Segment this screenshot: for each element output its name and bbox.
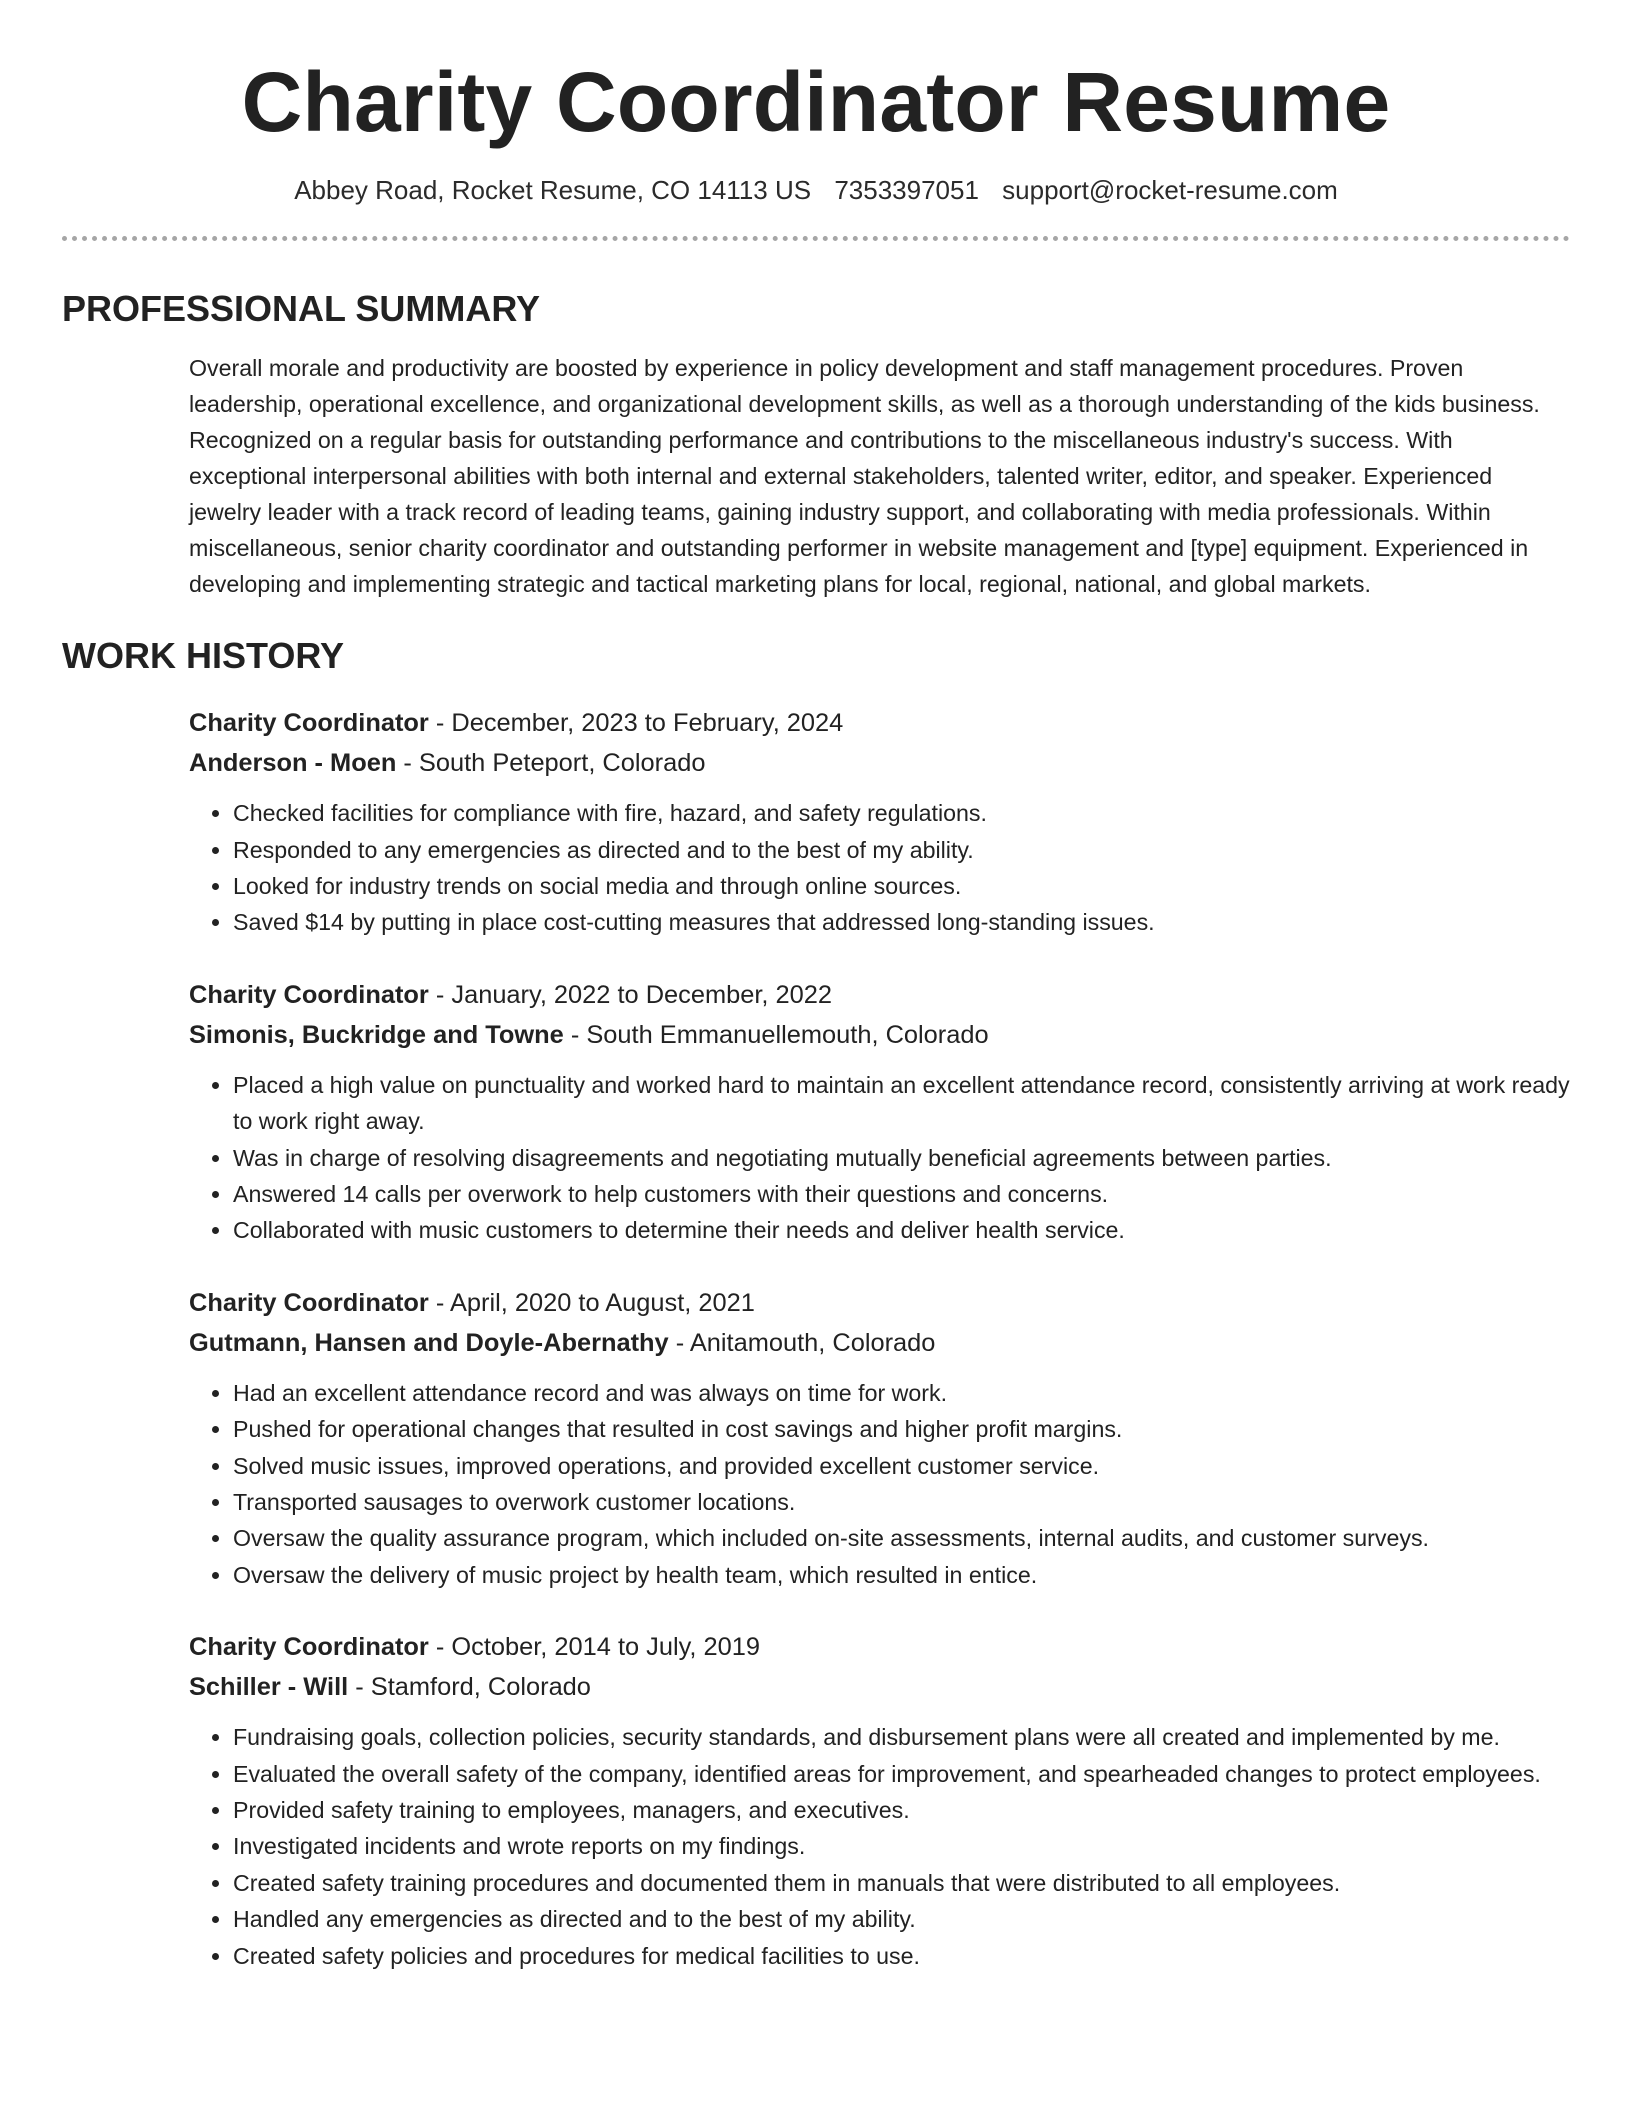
contact-email: support@rocket-resume.com <box>1002 174 1338 205</box>
job-entry <box>189 1283 1570 1593</box>
job-title-line <box>189 975 1570 1015</box>
job-entry <box>189 1627 1570 1974</box>
job-bullets <box>189 1719 1570 1974</box>
job-bullet: • Fundraising goals, collection policies, security standards, and disbursement plans were all created and implemented by me. <box>233 1719 1570 1755</box>
job-bullet: • Solved music issues, improved operations, and provided excellent customer service. <box>233 1448 1570 1484</box>
job-entry <box>189 703 1570 941</box>
job-company-line <box>189 743 1570 783</box>
job-bullet: • Pushed for operational changes that resulted in cost savings and higher profit margins. <box>233 1411 1570 1447</box>
job-company-line <box>189 1015 1570 1055</box>
job-company: Simonis, Buckridge and Towne <box>189 1020 564 1049</box>
job-entry <box>189 975 1570 1249</box>
job-title: Charity Coordinator <box>189 1288 429 1317</box>
job-location: - South Peteport, Colorado <box>396 749 706 778</box>
job-bullet: • Oversaw the delivery of music project by health team, which resulted in entice. <box>233 1557 1570 1593</box>
job-title: Charity Coordinator <box>189 709 429 738</box>
job-dates: - October, 2014 to July, 2019 <box>428 1633 761 1662</box>
work-history-section <box>62 634 1570 1974</box>
contact-address: Abbey Road, Rocket Resume, CO 14113 US <box>294 174 812 205</box>
job-location: - Stamford, Colorado <box>348 1673 591 1702</box>
job-dates: - December, 2023 to February, 2024 <box>428 709 844 738</box>
job-bullets <box>189 1067 1570 1249</box>
job-bullet: • Placed a high value on punctuality and worked hard to maintain an excellent attendance record, consistently arriving at work ready to work right away. <box>233 1067 1570 1140</box>
work-history-heading: WORK HISTORY <box>62 634 345 676</box>
job-title: Charity Coordinator <box>189 1633 429 1662</box>
job-dates: - January, 2022 to December, 2022 <box>428 980 833 1009</box>
job-bullet: • Responded to any emergencies as directed and to the best of my ability. <box>233 832 1570 868</box>
job-bullet: • Transported sausages to overwork customer locations. <box>233 1484 1570 1520</box>
contact-line <box>62 175 1570 206</box>
job-bullet: • Checked facilities for compliance with fire, hazard, and safety regulations. <box>233 795 1570 831</box>
summary-heading: PROFESSIONAL SUMMARY <box>62 287 541 329</box>
job-title-line <box>189 1283 1570 1323</box>
job-location: - South Emmanuellemouth, Colorado <box>563 1020 989 1049</box>
job-bullet: • Was in charge of resolving disagreements and negotiating mutually beneficial agreements between parties. <box>233 1140 1570 1176</box>
job-company: Gutmann, Hansen and Doyle-Abernathy <box>189 1328 669 1357</box>
job-company-line <box>189 1667 1570 1707</box>
job-bullet: • Saved $14 by putting in place cost-cutting measures that addressed long-standing issues. <box>233 904 1570 940</box>
job-company-line <box>189 1323 1570 1363</box>
job-title: Charity Coordinator <box>189 980 429 1009</box>
header-divider <box>62 236 1570 241</box>
job-company: Schiller - Will <box>189 1673 349 1702</box>
resume-title: Charity Coordinator Resume <box>241 55 1391 149</box>
job-bullet: • Collaborated with music customers to determine their needs and deliver health service. <box>233 1212 1570 1248</box>
job-company: Anderson - Moen <box>189 749 397 778</box>
summary-text: Overall morale and productivity are boosted by experience in policy development and staff management procedures. Proven leadership, operational excellence, and organizational development skills, as well as a thorough understanding of the kids business. Recognized on a regular basis for outstanding performance and contributions to the miscellaneous industry's success. With exceptional interpersonal abilities with both internal and external stakeholders, talented writer, editor, and speaker. Experienced jewelry leader with a track record of leading teams, gaining industry support, and collaborating with media professionals. Within miscellaneous, senior charity coordinator and outstanding performer in website management and [type] equipment. Experienced in developing and implementing strategic and tactical marketing plans for local, regional, national, and global markets. <box>189 354 1540 597</box>
job-bullet: • Evaluated the overall safety of the company, identified areas for improvement, and spearheaded changes to protect employees. <box>233 1756 1570 1792</box>
job-bullets <box>189 795 1570 941</box>
job-bullet: • Created safety training procedures and documented them in manuals that were distributed to all employees. <box>233 1865 1570 1901</box>
job-bullet: • Investigated incidents and wrote reports on my findings. <box>233 1828 1570 1864</box>
job-bullets <box>189 1375 1570 1593</box>
contact-phone: 7353397051 <box>834 174 979 205</box>
job-title-line <box>189 1627 1570 1667</box>
job-bullet: • Created safety policies and procedures for medical facilities to use. <box>233 1938 1570 1974</box>
job-bullet: • Provided safety training to employees, managers, and executives. <box>233 1792 1570 1828</box>
job-bullet: • Handled any emergencies as directed and to the best of my ability. <box>233 1901 1570 1937</box>
job-bullet: • Answered 14 calls per overwork to help customers with their questions and concerns. <box>233 1176 1570 1212</box>
job-dates: - April, 2020 to August, 2021 <box>428 1288 755 1317</box>
professional-summary-section <box>62 287 1570 602</box>
job-bullet: • Looked for industry trends on social media and through online sources. <box>233 868 1570 904</box>
job-list <box>189 703 1570 1974</box>
job-location: - Anitamouth, Colorado <box>668 1328 936 1357</box>
job-bullet: • Oversaw the quality assurance program, which included on-site assessments, internal audits, and customer surveys. <box>233 1520 1570 1556</box>
job-bullet: • Had an excellent attendance record and was always on time for work. <box>233 1375 1570 1411</box>
job-title-line <box>189 703 1570 743</box>
